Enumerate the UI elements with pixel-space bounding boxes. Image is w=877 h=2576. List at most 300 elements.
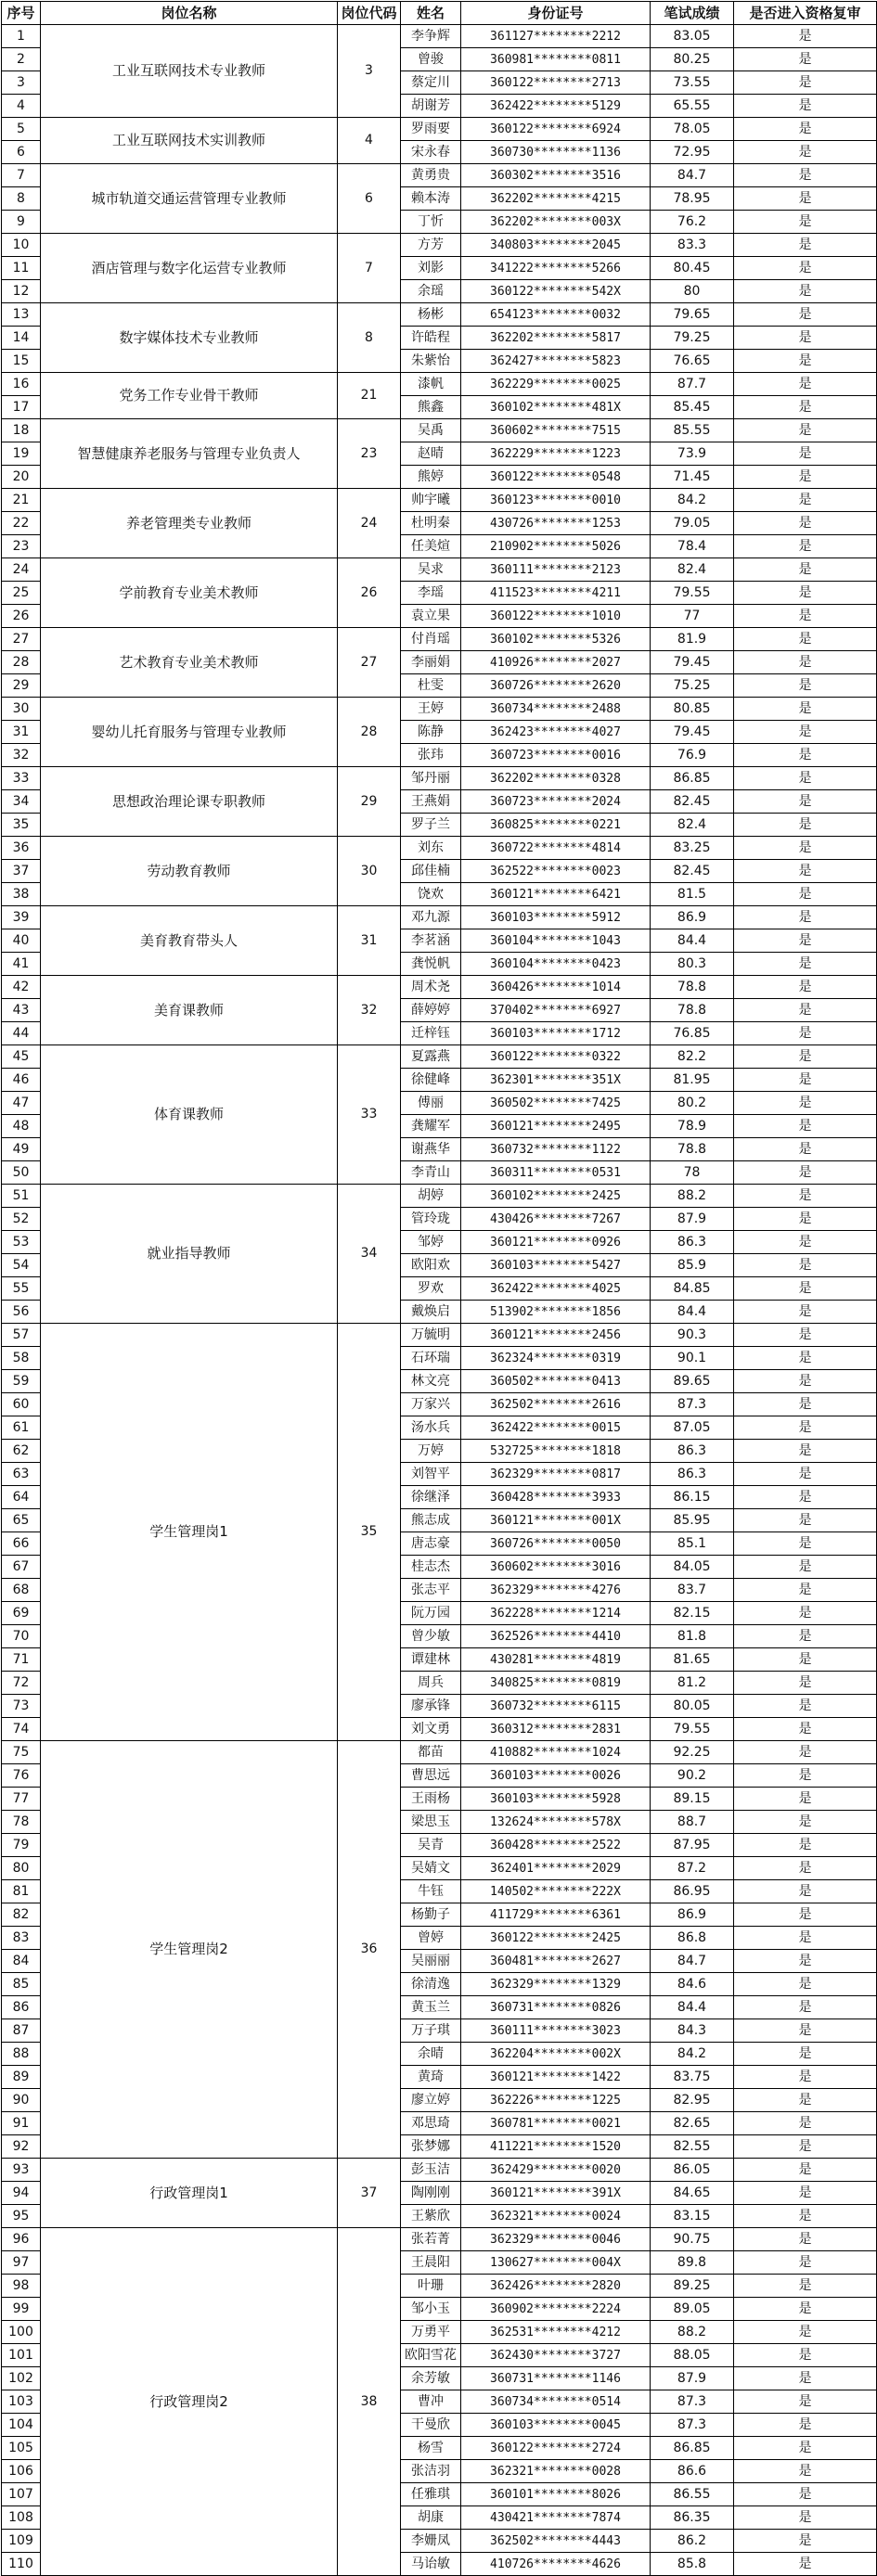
candidate-name: 漆帆: [401, 373, 461, 396]
exam-score: 85.45: [651, 396, 734, 419]
row-number: 32: [2, 744, 41, 767]
row-number: 106: [2, 2460, 41, 2483]
row-number: 57: [2, 1324, 41, 1347]
row-number: 7: [2, 164, 41, 187]
position-name: 数字媒体技术专业教师: [41, 303, 338, 373]
row-number: 47: [2, 1092, 41, 1115]
id-number: 360121********391X: [461, 2182, 651, 2205]
exam-score: 86.3: [651, 1463, 734, 1486]
row-number: 23: [2, 535, 41, 558]
candidate-name: 黄勇贵: [401, 164, 461, 187]
review-status: 是: [734, 837, 877, 860]
review-status: 是: [734, 1579, 877, 1602]
candidate-name: 蔡定川: [401, 71, 461, 95]
review-status: 是: [734, 141, 877, 164]
row-number: 58: [2, 1347, 41, 1370]
exam-score: 82.4: [651, 814, 734, 837]
id-number: 360502********0413: [461, 1370, 651, 1393]
exam-score: 84.7: [651, 164, 734, 187]
id-number: 362531********4212: [461, 2321, 651, 2344]
review-status: 是: [734, 1138, 877, 1161]
exam-score: 87.05: [651, 1416, 734, 1440]
id-number: 411221********1520: [461, 2135, 651, 2159]
exam-score: 86.35: [651, 2506, 734, 2530]
id-number: 341222********5266: [461, 257, 651, 280]
review-status: 是: [734, 674, 877, 698]
candidate-name: 徐继泽: [401, 1486, 461, 1509]
candidate-name: 吴丽丽: [401, 1950, 461, 1973]
candidate-name: 张梦娜: [401, 2135, 461, 2159]
table-row: [2, 976, 877, 999]
review-status: 是: [734, 721, 877, 744]
review-status: 是: [734, 2205, 877, 2228]
position-code: 37: [338, 2159, 401, 2228]
position-name: 学前教育专业美术教师: [41, 558, 338, 628]
row-number: 105: [2, 2437, 41, 2460]
candidate-name: 黄玉兰: [401, 1996, 461, 2019]
review-status: 是: [734, 1996, 877, 2019]
id-number: 362422********4025: [461, 1277, 651, 1301]
candidate-name: 余晴: [401, 2043, 461, 2066]
id-number: 360902********2224: [461, 2298, 651, 2321]
id-number: 513902********1856: [461, 1301, 651, 1324]
id-number: 360102********481X: [461, 396, 651, 419]
exam-score: 88.2: [651, 1185, 734, 1208]
row-number: 33: [2, 767, 41, 790]
exam-score: 80.05: [651, 1695, 734, 1718]
id-number: 362423********4027: [461, 721, 651, 744]
row-number: 18: [2, 419, 41, 442]
table-row: [2, 489, 877, 512]
review-status: 是: [734, 1950, 877, 1973]
id-number: 362426********2820: [461, 2275, 651, 2298]
id-number: 360723********0016: [461, 744, 651, 767]
review-status: 是: [734, 1509, 877, 1532]
candidate-name: 付肖瑶: [401, 628, 461, 651]
position-name: 就业指导教师: [41, 1185, 338, 1324]
review-status: 是: [734, 1532, 877, 1556]
id-number: 360723********2024: [461, 790, 651, 814]
id-number: 360103********0026: [461, 1764, 651, 1788]
exam-score: 81.65: [651, 1648, 734, 1672]
id-number: 362422********5129: [461, 95, 651, 118]
table-row: [2, 118, 877, 141]
row-number: 91: [2, 2112, 41, 2135]
exam-score: 85.1: [651, 1532, 734, 1556]
exam-score: 86.3: [651, 1440, 734, 1463]
header-position: 岗位名称: [41, 2, 338, 25]
table-row: [2, 558, 877, 582]
position-code: 6: [338, 164, 401, 234]
row-number: 80: [2, 1857, 41, 1880]
candidate-name: 袁立果: [401, 605, 461, 628]
id-number: 370402********6927: [461, 999, 651, 1022]
exam-score: 82.45: [651, 790, 734, 814]
candidate-name: 李青山: [401, 1161, 461, 1185]
candidate-name: 胡康: [401, 2506, 461, 2530]
candidate-name: 徐健峰: [401, 1069, 461, 1092]
candidate-name: 万勇平: [401, 2321, 461, 2344]
id-number: 360122********0548: [461, 466, 651, 489]
row-number: 63: [2, 1463, 41, 1486]
review-status: 是: [734, 1672, 877, 1695]
candidate-name: 王雨杨: [401, 1788, 461, 1811]
row-number: 103: [2, 2390, 41, 2414]
candidate-name: 黄琦: [401, 2066, 461, 2089]
review-status: 是: [734, 1347, 877, 1370]
review-status: 是: [734, 2182, 877, 2205]
position-name: 体育课教师: [41, 1045, 338, 1185]
id-number: 360122********2425: [461, 1927, 651, 1950]
review-status: 是: [734, 1973, 877, 1996]
exam-score: 84.85: [651, 1277, 734, 1301]
exam-score: 82.95: [651, 2089, 734, 2112]
row-number: 31: [2, 721, 41, 744]
review-status: 是: [734, 118, 877, 141]
id-number: 360981********0811: [461, 48, 651, 71]
position-code: 32: [338, 976, 401, 1045]
results-table: [1, 1, 877, 2576]
candidate-name: 叶珊: [401, 2275, 461, 2298]
id-number: 360121********2456: [461, 1324, 651, 1347]
candidate-name: 任美煊: [401, 535, 461, 558]
id-number: 360121********1422: [461, 2066, 651, 2089]
exam-score: 82.45: [651, 860, 734, 883]
candidate-name: 赵晴: [401, 442, 461, 466]
candidate-name: 徐清逸: [401, 1973, 461, 1996]
row-number: 38: [2, 883, 41, 906]
exam-score: 81.5: [651, 883, 734, 906]
review-status: 是: [734, 698, 877, 721]
id-number: 362321********0028: [461, 2460, 651, 2483]
candidate-name: 王紫欣: [401, 2205, 461, 2228]
id-number: 360428********2522: [461, 1834, 651, 1857]
review-status: 是: [734, 257, 877, 280]
candidate-name: 石环瑞: [401, 1347, 461, 1370]
header-row: [2, 2, 877, 25]
position-name: 美育课教师: [41, 976, 338, 1045]
id-number: 362202********0328: [461, 767, 651, 790]
position-code: 36: [338, 1741, 401, 2159]
exam-score: 85.55: [651, 419, 734, 442]
row-number: 56: [2, 1301, 41, 1324]
review-status: 是: [734, 558, 877, 582]
candidate-name: 罗欢: [401, 1277, 461, 1301]
candidate-name: 薛婷婷: [401, 999, 461, 1022]
row-number: 14: [2, 327, 41, 350]
position-name: 行政管理岗1: [41, 2159, 338, 2228]
review-status: 是: [734, 1903, 877, 1927]
exam-score: 85.9: [651, 1254, 734, 1277]
row-number: 12: [2, 280, 41, 303]
exam-score: 84.65: [651, 2182, 734, 2205]
exam-score: 87.3: [651, 2414, 734, 2437]
id-number: 132624********578X: [461, 1811, 651, 1834]
candidate-name: 管玲珑: [401, 1208, 461, 1231]
review-status: 是: [734, 95, 877, 118]
table-body: [2, 25, 877, 2576]
position-code: 27: [338, 628, 401, 698]
review-status: 是: [734, 2275, 877, 2298]
candidate-name: 丁忻: [401, 211, 461, 234]
exam-score: 76.9: [651, 744, 734, 767]
id-number: 360825********0221: [461, 814, 651, 837]
id-number: 360730********1136: [461, 141, 651, 164]
id-number: 362229********0025: [461, 373, 651, 396]
row-number: 100: [2, 2321, 41, 2344]
id-number: 362226********1225: [461, 2089, 651, 2112]
exam-score: 81.8: [651, 1625, 734, 1648]
exam-score: 92.25: [651, 1741, 734, 1764]
header-id: 身份证号: [461, 2, 651, 25]
row-number: 13: [2, 303, 41, 327]
row-number: 22: [2, 512, 41, 535]
review-status: 是: [734, 2043, 877, 2066]
candidate-name: 帅宇曦: [401, 489, 461, 512]
header-code: 岗位代码: [338, 2, 401, 25]
candidate-name: 杨彬: [401, 303, 461, 327]
candidate-name: 都苗: [401, 1741, 461, 1764]
exam-score: 87.95: [651, 1834, 734, 1857]
id-number: 362329********0046: [461, 2228, 651, 2251]
row-number: 64: [2, 1486, 41, 1509]
row-number: 60: [2, 1393, 41, 1416]
exam-score: 86.55: [651, 2483, 734, 2506]
row-number: 27: [2, 628, 41, 651]
position-name: 学生管理岗1: [41, 1324, 338, 1741]
row-number: 16: [2, 373, 41, 396]
candidate-name: 刘影: [401, 257, 461, 280]
row-number: 15: [2, 350, 41, 373]
review-status: 是: [734, 1092, 877, 1115]
position-name: 美育教育带头人: [41, 906, 338, 976]
position-name: 养老管理类专业教师: [41, 489, 338, 558]
exam-score: 75.25: [651, 674, 734, 698]
review-status: 是: [734, 2506, 877, 2530]
id-number: 360426********1014: [461, 976, 651, 999]
row-number: 101: [2, 2344, 41, 2367]
id-number: 362229********1223: [461, 442, 651, 466]
id-number: 360122********0322: [461, 1045, 651, 1069]
review-status: 是: [734, 2414, 877, 2437]
exam-score: 80.25: [651, 48, 734, 71]
review-status: 是: [734, 2390, 877, 2414]
id-number: 360103********5912: [461, 906, 651, 929]
position-name: 行政管理岗2: [41, 2228, 338, 2576]
row-number: 76: [2, 1764, 41, 1788]
candidate-name: 熊志成: [401, 1509, 461, 1532]
position-code: 29: [338, 767, 401, 837]
id-number: 430281********4819: [461, 1648, 651, 1672]
candidate-name: 熊鑫: [401, 396, 461, 419]
id-number: 410882********1024: [461, 1741, 651, 1764]
exam-score: 89.25: [651, 2275, 734, 2298]
row-number: 94: [2, 2182, 41, 2205]
row-number: 66: [2, 1532, 41, 1556]
exam-score: 89.8: [651, 2251, 734, 2275]
candidate-name: 王晨阳: [401, 2251, 461, 2275]
exam-score: 78.9: [651, 1115, 734, 1138]
candidate-name: 曾婷: [401, 1927, 461, 1950]
id-number: 430726********1253: [461, 512, 651, 535]
table-row: [2, 234, 877, 257]
id-number: 362401********2029: [461, 1857, 651, 1880]
id-number: 360104********1043: [461, 929, 651, 953]
exam-score: 82.2: [651, 1045, 734, 1069]
row-number: 19: [2, 442, 41, 466]
row-number: 72: [2, 1672, 41, 1695]
exam-score: 87.7: [651, 373, 734, 396]
exam-score: 84.7: [651, 1950, 734, 1973]
review-status: 是: [734, 396, 877, 419]
exam-score: 82.4: [651, 558, 734, 582]
id-number: 362329********4276: [461, 1579, 651, 1602]
review-status: 是: [734, 953, 877, 976]
review-status: 是: [734, 2460, 877, 2483]
review-status: 是: [734, 1277, 877, 1301]
id-number: 362502********2616: [461, 1393, 651, 1416]
candidate-name: 周兵: [401, 1672, 461, 1695]
exam-score: 84.4: [651, 1996, 734, 2019]
review-status: 是: [734, 2344, 877, 2367]
review-status: 是: [734, 280, 877, 303]
review-status: 是: [734, 211, 877, 234]
row-number: 108: [2, 2506, 41, 2530]
id-number: 360732********6115: [461, 1695, 651, 1718]
id-number: 362202********4215: [461, 187, 651, 211]
row-number: 65: [2, 1509, 41, 1532]
review-status: 是: [734, 48, 877, 71]
exam-score: 82.55: [651, 2135, 734, 2159]
id-number: 360122********6924: [461, 118, 651, 141]
id-number: 362202********5817: [461, 327, 651, 350]
exam-score: 86.8: [651, 1927, 734, 1950]
position-code: 3: [338, 25, 401, 118]
exam-score: 86.3: [651, 1231, 734, 1254]
review-status: 是: [734, 582, 877, 605]
candidate-name: 曾少敏: [401, 1625, 461, 1648]
row-number: 21: [2, 489, 41, 512]
candidate-name: 梁思玉: [401, 1811, 461, 1834]
exam-score: 73.55: [651, 71, 734, 95]
exam-score: 76.2: [651, 211, 734, 234]
review-status: 是: [734, 628, 877, 651]
candidate-name: 彭玉洁: [401, 2159, 461, 2182]
exam-score: 79.25: [651, 327, 734, 350]
row-number: 4: [2, 95, 41, 118]
exam-score: 88.7: [651, 1811, 734, 1834]
candidate-name: 许皓程: [401, 327, 461, 350]
review-status: 是: [734, 1393, 877, 1416]
row-number: 87: [2, 2019, 41, 2043]
row-number: 34: [2, 790, 41, 814]
candidate-name: 周术尧: [401, 976, 461, 999]
row-number: 71: [2, 1648, 41, 1672]
id-number: 360103********0045: [461, 2414, 651, 2437]
review-status: 是: [734, 1556, 877, 1579]
review-status: 是: [734, 1695, 877, 1718]
exam-score: 87.9: [651, 1208, 734, 1231]
review-status: 是: [734, 1069, 877, 1092]
position-code: 30: [338, 837, 401, 906]
id-number: 360123********0010: [461, 489, 651, 512]
review-status: 是: [734, 25, 877, 48]
review-status: 是: [734, 1788, 877, 1811]
review-status: 是: [734, 2530, 877, 2553]
review-status: 是: [734, 1022, 877, 1045]
exam-score: 86.95: [651, 1880, 734, 1903]
review-status: 是: [734, 1231, 877, 1254]
review-status: 是: [734, 814, 877, 837]
id-number: 360111********2123: [461, 558, 651, 582]
candidate-name: 方芳: [401, 234, 461, 257]
row-number: 41: [2, 953, 41, 976]
position-code: 34: [338, 1185, 401, 1324]
row-number: 40: [2, 929, 41, 953]
exam-score: 86.6: [651, 2460, 734, 2483]
exam-score: 86.9: [651, 906, 734, 929]
exam-score: 86.85: [651, 2437, 734, 2460]
candidate-name: 宋永春: [401, 141, 461, 164]
review-status: 是: [734, 419, 877, 442]
candidate-name: 欧阳雪花: [401, 2344, 461, 2367]
candidate-name: 戴焕启: [401, 1301, 461, 1324]
id-number: 360481********2627: [461, 1950, 651, 1973]
review-status: 是: [734, 906, 877, 929]
position-code: 8: [338, 303, 401, 373]
position-code: 21: [338, 373, 401, 419]
table-row: [2, 2159, 877, 2182]
row-number: 48: [2, 1115, 41, 1138]
candidate-name: 邹丹丽: [401, 767, 461, 790]
candidate-name: 胡谢芳: [401, 95, 461, 118]
review-status: 是: [734, 2437, 877, 2460]
review-status: 是: [734, 2553, 877, 2576]
table-row: [2, 419, 877, 442]
review-status: 是: [734, 1440, 877, 1463]
candidate-name: 曹冲: [401, 2390, 461, 2414]
review-status: 是: [734, 1486, 877, 1509]
review-status: 是: [734, 187, 877, 211]
exam-score: 76.65: [651, 350, 734, 373]
id-number: 360102********2425: [461, 1185, 651, 1208]
review-status: 是: [734, 1161, 877, 1185]
id-number: 362202********003X: [461, 211, 651, 234]
position-name: 智慧健康养老服务与管理专业负责人: [41, 419, 338, 489]
review-status: 是: [734, 350, 877, 373]
exam-score: 85.95: [651, 1509, 734, 1532]
exam-score: 84.6: [651, 1973, 734, 1996]
candidate-name: 李丽娟: [401, 651, 461, 674]
id-number: 430426********7267: [461, 1208, 651, 1231]
exam-score: 81.9: [651, 628, 734, 651]
id-number: 362301********351X: [461, 1069, 651, 1092]
id-number: 360502********7425: [461, 1092, 651, 1115]
id-number: 360732********1122: [461, 1138, 651, 1161]
candidate-name: 傅丽: [401, 1092, 461, 1115]
position-code: 26: [338, 558, 401, 628]
review-status: 是: [734, 1370, 877, 1393]
candidate-name: 刘智平: [401, 1463, 461, 1486]
exam-score: 83.25: [651, 837, 734, 860]
id-number: 360734********0514: [461, 2390, 651, 2414]
exam-score: 86.2: [651, 2530, 734, 2553]
review-status: 是: [734, 1301, 877, 1324]
exam-score: 84.05: [651, 1556, 734, 1579]
id-number: 532725********1818: [461, 1440, 651, 1463]
row-number: 61: [2, 1416, 41, 1440]
exam-score: 87.2: [651, 1857, 734, 1880]
